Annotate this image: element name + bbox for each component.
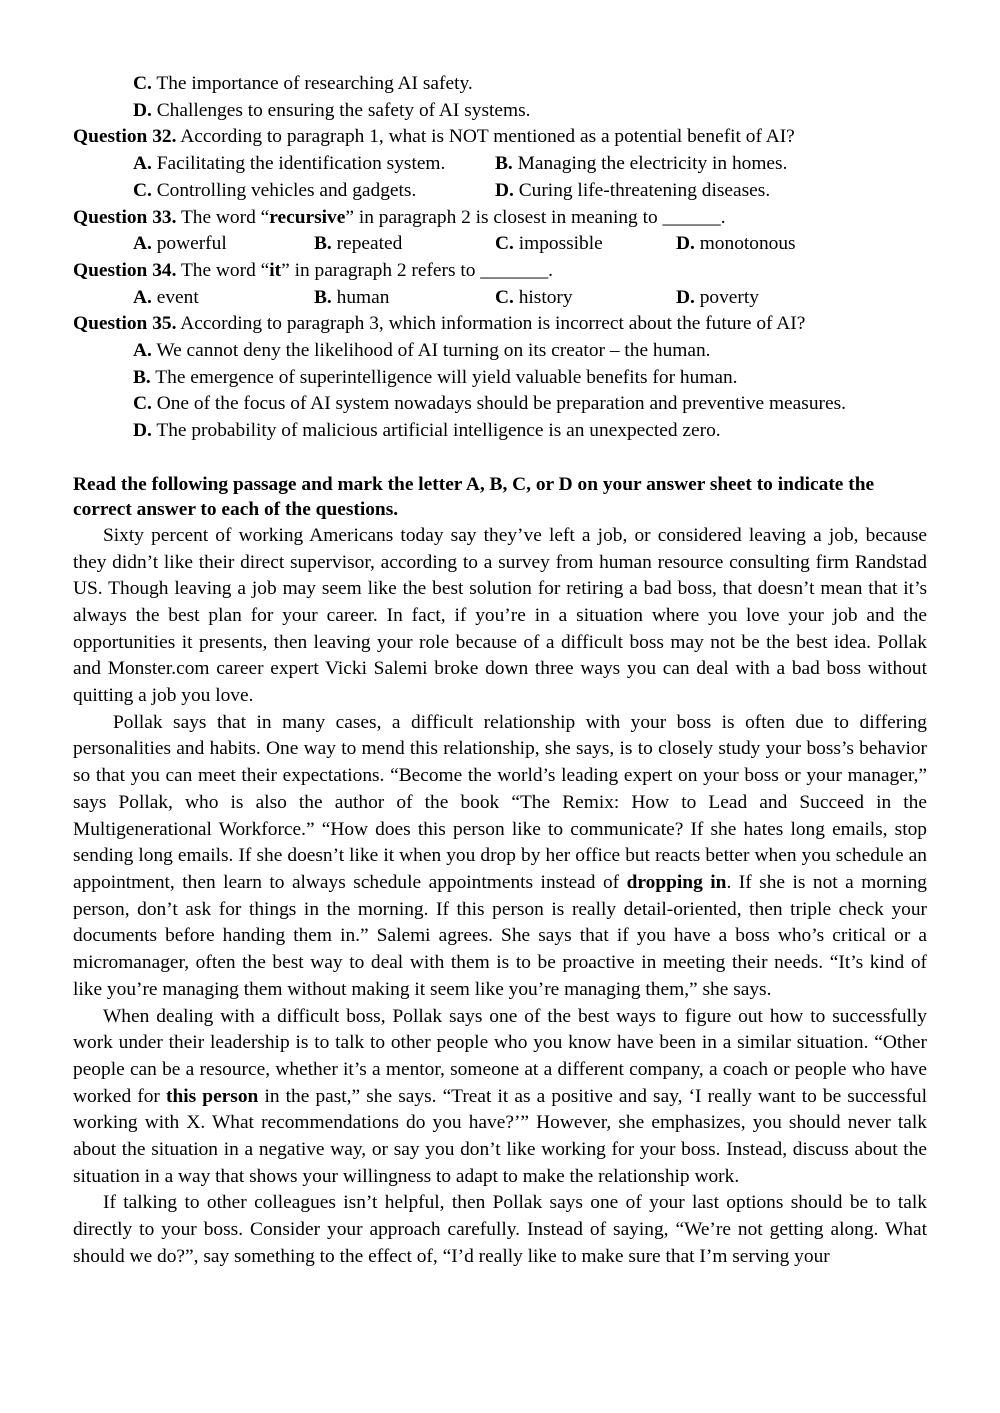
- q34-option-c: C. history: [495, 286, 573, 308]
- q32-option-c: C. Controlling vehicles and gadgets.: [133, 179, 417, 201]
- document-page: [73, 71, 927, 1271]
- q34-option-a: A. event: [133, 286, 199, 308]
- q33-option-a: A. powerful: [133, 233, 227, 255]
- q33-option-d: D. monotonous: [676, 233, 796, 255]
- q35-option-c: C. One of the focus of AI system nowadays should be preparation and preventive measures.: [133, 393, 846, 415]
- q33-option-c: C. impossible: [495, 233, 603, 255]
- passage-paragraph-3: When dealing with a difficult boss, Pollak says one of the best ways to figure out how to successfully work under their leadership is to talk to other people who you know have been in a similar situation. “Other people can be a resource, whether it’s a mentor, someone at a different company, a coach or people who have worked for this person in the past,” she says. “Treat it as a positive and say, ‘I really want to be successful working with X. What recommendations do you have?’” However, she emphasizes, you should never talk about the situation in a negative way, or say you don’t like working for your boss. Instead, discuss about the situation in a way that shows your willingness to adapt to make the relationship work.: [73, 1005, 928, 1187]
- question-34: Question 34. The word “it” in paragraph 2 refers to _______.: [73, 259, 554, 281]
- q32-option-a: A. Facilitating the identification system.: [133, 153, 446, 175]
- question-33: Question 33. The word “recursive” in paragraph 2 is closest in meaning to ______.: [73, 206, 726, 228]
- q35-option-b: B. The emergence of superintelligence will yield valuable benefits for human.: [133, 366, 738, 388]
- q32-option-d: D. Curing life-threatening diseases.: [495, 179, 771, 201]
- q34-option-d: D. poverty: [676, 286, 759, 308]
- q34-option-b: B. human: [314, 286, 390, 308]
- passage-paragraph-2: Pollak says that in many cases, a difficult relationship with your boss is often due to differing personalities and habits. One way to mend this relationship, she says, is to closely study your boss’s behavior so that you can meet their expectations. “Become the world’s leading expert on your boss or your manager,” says Pollak, who is also the author of the book “The Remix: How to Lead and Succeed in the Multigenerational Workforce.” “How does this person like to communicate? If she hates long emails, stop sending long emails. If she doesn’t like it when you drop by her office but reacts better when you schedule an appointment, then learn to always schedule appointments instead of dropping in. If she is not a morning person, don’t ask for things in the morning. If this person is really detail-oriented, then triple check your documents before handing them in.” Salemi agrees. She says that if you have a boss who’s critical or a micromanager, often the best way to deal with them is to be proactive in meeting their needs. “It’s kind of like you’re managing them without making it seem like you’re managing them,” she says.: [73, 711, 927, 1000]
- question-32: Question 32. According to paragraph 1, what is NOT mentioned as a potential benefit of AI?: [73, 126, 795, 148]
- option-d: D. Challenges to ensuring the safety of AI systems.: [133, 99, 531, 121]
- section-instruction: Read the following passage and mark the letter A, B, C, or D on your answer sheet to indicate the correct answer to each of the questions.: [73, 473, 875, 521]
- q34-options: [73, 285, 927, 312]
- passage-paragraph-4: If talking to other colleagues isn’t helpful, then Pollak says one of your last options should be to talk directly to your boss. Consider your approach carefully. Instead of saying, “We’re not getting along. What should we do?”, say something to the effect of, “I’d really like to make sure that I’m serving your: [73, 1192, 927, 1267]
- q33-option-b: B. repeated: [314, 233, 403, 255]
- q35-option-a: A. We cannot deny the likelihood of AI turning on its creator – the human.: [133, 340, 711, 362]
- option-c: C. The importance of researching AI safety.: [133, 73, 473, 94]
- q32-options-row1: [73, 151, 927, 178]
- q32-option-b: B. Managing the electricity in homes.: [495, 153, 788, 175]
- passage-paragraph-1: Sixty percent of working Americans today say they’ve left a job, or considered leaving a job, because they didn’t like their direct supervisor, according to a survey from human resource consulting firm Randstad US. Though leaving a job may seem like the best solution for retiring a bad boss, that doesn’t mean that it’s always the best plan for your career. In fact, if you’re in a situation where you love your job and the opportunities it presents, then leaving your role because of a difficult boss may not be the best idea. Pollak and Monster.com career expert Vicki Salemi broke down three ways you can deal with a bad boss without quitting a job you love.: [73, 524, 927, 707]
- question-35: Question 35. According to paragraph 3, which information is incorrect about the future of AI?: [73, 313, 806, 335]
- q32-options-row2: [73, 178, 927, 205]
- q35-option-d: D. The probability of malicious artificial intelligence is an unexpected zero.: [133, 420, 721, 442]
- q33-options: [73, 231, 927, 258]
